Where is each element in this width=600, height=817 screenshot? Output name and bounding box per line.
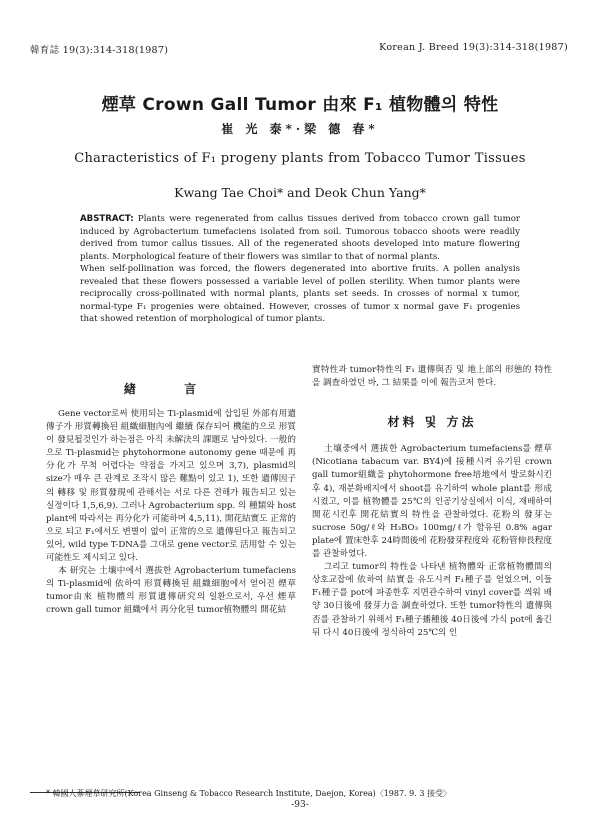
intro-heading: 緖 言 (123, 382, 219, 396)
intro-heading-wrap (46, 380, 296, 397)
spacer (312, 429, 552, 443)
abstract-text-1: Plants were regenerated from callus tissues derived from tobacco crown gall tumor induced by Agrobacterium tumefaciens isolated from soil. Tumorous tobacco shoots were readily derived from tumor callus tissues. All of the regenerated shoots developed into mature flowering plants. Morphological feature of their flowers was similar to that of normal plants. (80, 214, 521, 262)
intro-paragraph-2: 本 研究는 土壤中에서 選拔한 Agrobacterium tumefaciens의 Ti-plasmid에 依하여 形質轉換된 組織細胞에서 얻어진 煙草 tumor由來 植物體의 形質遺傳研究의 일환으로서, 우선 煙草 crown gall tumor 組織에서 再分化된 tumor植物體의 開花結 (46, 566, 296, 616)
page-number: -93- (291, 800, 309, 810)
footnote: * 韓國人蔘煙草研究所(Korea Ginseng & Tobacco Research Institute, Daejon, Korea)〈1987. 9. 3 接受〉 (46, 789, 451, 798)
abstract-label: ABSTRACT: (80, 214, 134, 224)
right-column (312, 364, 552, 640)
english-authors: Kwang Tae Choi* and Deok Chun Yang* (174, 185, 426, 200)
intro-paragraph-1: Gene vector로써 使用되는 Ti-plasmid에 삽입된 外部有用遺傳子가 形質轉換된 組織細胞內에 繼續 保存되어 機能的으로 形質이 發見될것인가 하는점은 아직 未解決의 課題로 남아있다. 一般的으로 Ti-plasmid는 phytohormone autonomy gene 때문에 再分化가 무척 어렵다는 약점을 가지고 있으며 3,7), plasmid의 size가 매우 큰 관계로 조작시 많은 難點이 있고 1), 또한 遺傳因子의 轉移 및 形質發現에 관해서는 서로 다른 견해가 報告되고 있는 실정이다 1,5,6,9). 그러나 Agrobacterium spp. 의 種類와 host plant에 따라서는 再分化가 可能하며 4,5,11), 開花結實도 正常的으로 되고 F₁에서도 변별이 없이 正常的으로 遺傳된다고 報告되고 있어, wild type T-DNA를 그대로 gene vector로 活用할 수 있는 可能性도 제시되고 있다. (46, 409, 297, 564)
journal-header-english: Korean J. Breed 19(3):314-318(1987) (379, 42, 568, 53)
methods-paragraph-2: 그리고 tumor의 特性을 나타낸 植物體와 正常植物體間의 상호교잡에 依하여 結實을 유도시켜 F₁種子를 얻었으며, 이들 F₁種子를 pot에 파종한후 지면관수하여 vinyl cover를 씌워 배양 30日後에 發芽力을 調査하였다. 또한 tumor特性의 遺傳與否를 관찰하기 위해서 F₁種子播種後 40日後에 가식 pot에 옮긴뒤 다시 40日後에 정식하여 25℃의 인 (312, 562, 552, 638)
intro-continuation: 實特性과 tumor特性의 F₁ 遺傳與否 및 地上部의 形態的 特性을 調査하였던 바, 그 結果를 이에 報告코저 한다. (312, 365, 552, 389)
abstract-paragraph-1 (80, 213, 520, 263)
korean-authors: 崔 光 泰*·梁 德 春* (221, 122, 379, 136)
korean-title: 煙草 Crown Gall Tumor 由來 F₁ 植物體의 特性 (101, 95, 499, 115)
english-title: Characteristics of F₁ progeny plants from Tobacco Tumor Tissues (74, 151, 526, 166)
abstract (80, 213, 520, 326)
methods-paragraph-1: 土壤중에서 選拔한 Agrobacterium tumefaciens를 煙草 (Nicotiana tabacum var. BY4)에 接種시켜 유기된 crown gall tumor組織을 phytohormone free培地에서 발로화시킨후 4), 재분화배지에서 shoot를 유기하여 whole plant를 形成시켰고, 이를 植物體를 25℃의 인공기상실에서 이식, 재배하여 開花시킨후 開花結實의 特性을 관찰하였다. 花粉의 發芽는 sucrose 50g/ℓ와 H₃BO₃ 100mg/ℓ가 함유된 0.8% agar plate에 置床한후 24時間後에 花粉發芽程度와 花粉管伸長程度를 관찰하였다. (312, 444, 552, 560)
spacer (312, 390, 552, 416)
left-column (46, 408, 296, 618)
methods-heading: 材料 및 方法 (387, 415, 477, 430)
abstract-paragraph-2: When self-pollination was forced, the flowers degenerated into abortive fruits. A pollen analysis revealed that these flowers possessed a variable level of pollen sterility. When tumor plants were reciprocally cross-pollinated with normal plants, plants set seeds. In crosses of normal x tumor, normal-type F₁ progenies were obtained. However, crosses of tumor x normal gave F₁ progenies that showed retention of morphological of tumor plants. (80, 264, 520, 324)
journal-header-korean: 韓育誌 19(3):314-318(1987) (30, 45, 169, 56)
